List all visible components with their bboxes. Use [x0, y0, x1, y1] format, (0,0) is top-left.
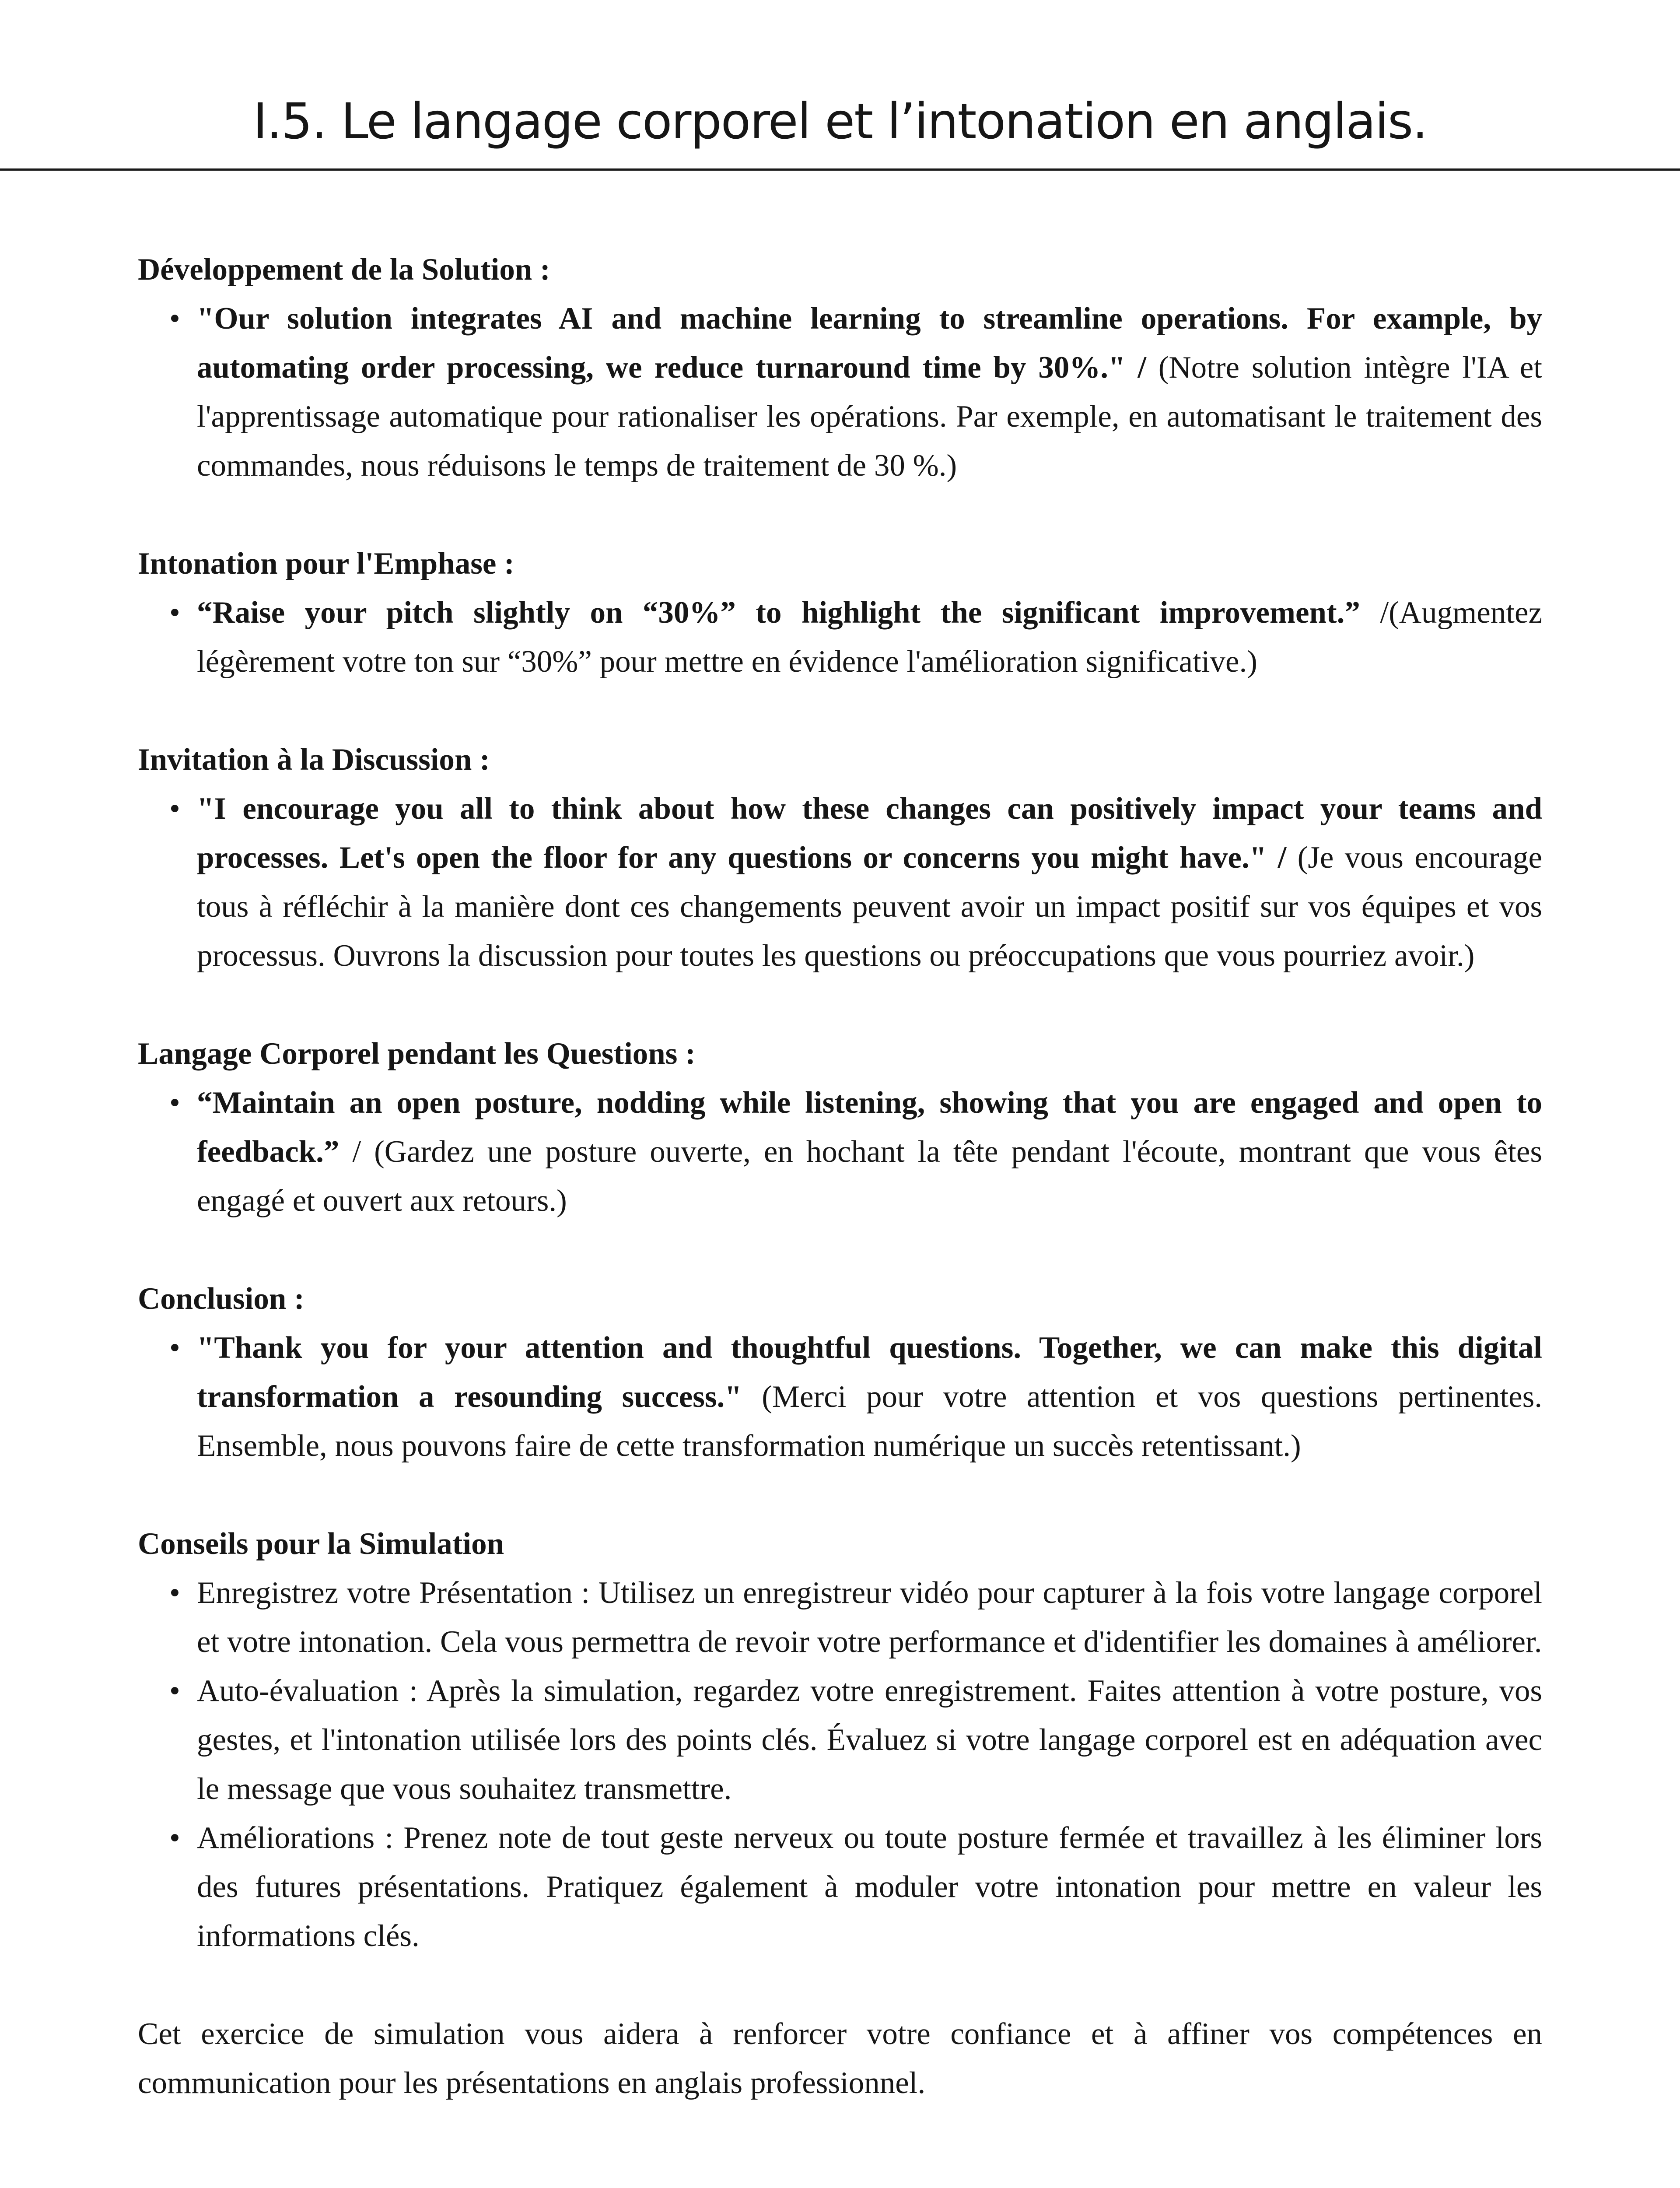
header-rule — [0, 168, 1680, 171]
section-body-language-questions — [138, 1029, 1542, 1225]
page-title: I.5. Le langage corporel et l’intonation en anglais. — [253, 93, 1427, 150]
list-item — [138, 1813, 1542, 1960]
bullet-icon: • — [169, 792, 180, 826]
bullet-list — [138, 784, 1542, 980]
bullet-icon: • — [169, 1331, 180, 1365]
tip-text: Enregistrez votre Présentation : Utilisez un enregistreur vidéo pour capturer à la fois votre langage corporel et votre intonation. Cela vous permettra de revoir votre performance et d'identifier les domaines à améliorer. — [197, 1576, 1542, 1659]
section-solution-development — [138, 245, 1542, 490]
english-quote: "Our solution integrates AI and machine learning to streamline operations. For example, by automating order processing, we reduce turnaround time by 30%." / — [197, 302, 1542, 385]
french-translation: / (Gardez une posture ouverte, en hochant la tête pendant l'écoute, montrant que vous êtes engagé et ouvert aux retours.) — [197, 1135, 1542, 1218]
english-quote: "Thank you for your attention and thoughtful questions. Together, we can make this digital transformation a resounding success." — [197, 1331, 1542, 1414]
bullet-icon: • — [169, 596, 180, 630]
section-heading: Conseils pour la Simulation — [138, 1527, 504, 1561]
bullet-list — [138, 1078, 1542, 1225]
english-quote: “Raise your pitch slightly on “30%” to highlight the significant improvement.” — [197, 596, 1360, 630]
bullet-list — [138, 294, 1542, 490]
bullet-list — [138, 588, 1542, 686]
bullet-list — [138, 1568, 1542, 1960]
section-heading: Développement de la Solution : — [138, 252, 550, 287]
section-discussion-invitation — [138, 735, 1542, 980]
french-translation: /(Augmentez légèrement votre ton sur “30%” pour mettre en évidence l'amélioration significative.) — [197, 596, 1543, 679]
bullet-icon: • — [169, 1821, 180, 1855]
list-item — [138, 1666, 1542, 1813]
section-heading: Langage Corporel pendant les Questions : — [138, 1037, 696, 1071]
section-heading: Conclusion : — [138, 1282, 304, 1316]
list-item — [138, 588, 1542, 686]
closing-paragraph: Cet exercice de simulation vous aidera à renforcer votre confiance et à affiner vos compétences en communication pour les présentations en anglais professionnel. — [138, 2017, 1542, 2100]
list-item — [138, 784, 1542, 980]
section-heading: Invitation à la Discussion : — [138, 743, 490, 777]
list-item — [138, 1568, 1542, 1666]
bullet-list — [138, 1323, 1542, 1470]
page-header — [0, 0, 1680, 175]
section-heading: Intonation pour l'Emphase : — [138, 547, 514, 581]
french-translation: (Notre solution intègre l'IA et l'apprentissage automatique pour rationaliser les opérations. Par exemple, en automatisant le traitement des commandes, nous réduisons le temps de traitement de 30 %.) — [197, 351, 1542, 483]
section-intonation-emphasis — [138, 539, 1542, 686]
bullet-icon: • — [169, 302, 180, 336]
french-translation: (Merci pour votre attention et vos questions pertinentes. Ensemble, nous pouvons faire de cette transformation numérique un succès retentissant.) — [197, 1380, 1542, 1463]
list-item — [138, 1323, 1542, 1470]
page-content — [138, 245, 1542, 2107]
english-quote: “Maintain an open posture, nodding while listening, showing that you are engaged and open to feedback.” — [197, 1086, 1542, 1169]
list-item — [138, 294, 1542, 490]
english-quote: "I encourage you all to think about how these changes can positively impact your teams and processes. Let's open the floor for any questions or concerns you might have." / — [197, 792, 1542, 875]
section-simulation-tips — [138, 1519, 1542, 1960]
french-translation: (Je vous encourage tous à réfléchir à la manière dont ces changements peuvent avoir un impact positif sur vos équipes et vos processus. Ouvrons la discussion pour toutes les questions ou préoccupations que vous pourriez avoir.) — [197, 841, 1542, 973]
bullet-icon: • — [169, 1086, 180, 1120]
tip-text: Auto-évaluation : Après la simulation, regardez votre enregistrement. Faites attention à votre posture, vos gestes, et l'intonation utilisée lors des points clés. Évaluez si votre langage corporel est en adéquation avec le message que vous souhaitez transmettre. — [197, 1674, 1542, 1806]
bullet-icon: • — [169, 1674, 180, 1708]
list-item — [138, 1078, 1542, 1225]
tip-text: Améliorations : Prenez note de tout geste nerveux ou toute posture fermée et travaillez à les éliminer lors des futures présentations. Pratiquez également à moduler votre intonation pour mettre en valeur les informations clés. — [197, 1821, 1542, 1953]
bullet-icon: • — [169, 1576, 180, 1610]
section-conclusion — [138, 1274, 1542, 1470]
